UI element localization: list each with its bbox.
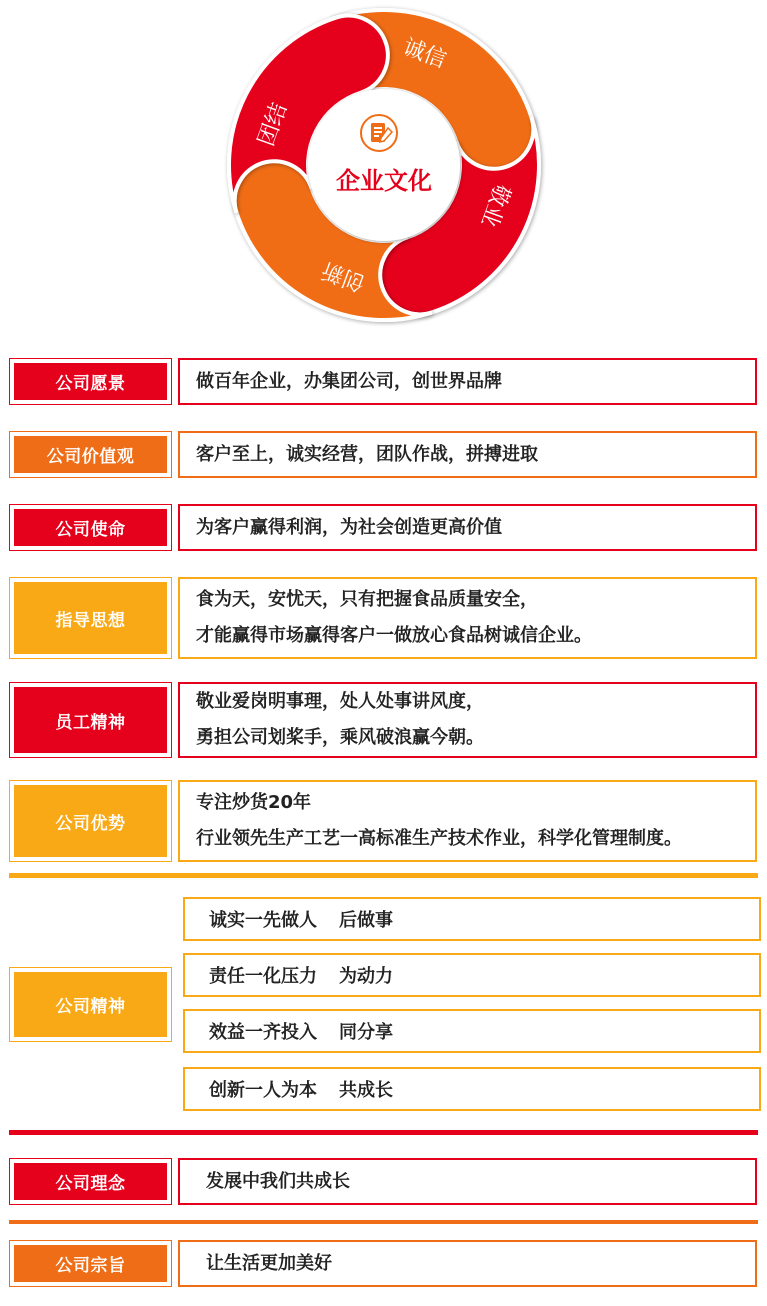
- vision-text: 做百年企业，办集团公司，创世界品牌: [196, 370, 502, 392]
- label-vision: 公司愿景: [9, 358, 172, 405]
- advantage-line-1: 专注炒货20年: [196, 792, 312, 813]
- guiding-line-1: 食为天，安忧天，只有把握食品质量安全，: [196, 589, 538, 610]
- divider-amber: [9, 873, 758, 878]
- segment-integrity-label: 诚信: [399, 34, 450, 74]
- staff-line-2: 勇担公司划桨手，乘风破浪赢今朝。: [196, 727, 484, 748]
- divider-orange: [9, 1220, 758, 1224]
- label-philosophy: 公司理念: [9, 1158, 172, 1205]
- guiding-line-2: 才能赢得市场赢得客户一做放心食品树诚信企业。: [196, 625, 592, 646]
- label-company-spirit: 公司精神: [9, 967, 172, 1042]
- content-staff-spirit: [178, 682, 757, 758]
- label-staff-spirit: 员工精神: [9, 682, 172, 758]
- content-mission: [178, 504, 757, 551]
- spirit-item: 创新一人为本 共成长: [183, 1067, 761, 1111]
- content-vision: [178, 358, 757, 405]
- label-purpose: 公司宗旨: [9, 1240, 172, 1287]
- content-purpose: [178, 1240, 757, 1287]
- label-mission: 公司使命: [9, 504, 172, 551]
- label-values: 公司价值观: [9, 431, 172, 478]
- spirit-item: 诚实一先做人 后做事: [183, 897, 761, 941]
- staff-line-1: 敬业爱岗明事理，处人处事讲风度，: [196, 691, 484, 712]
- content-advantage: [178, 780, 757, 862]
- content-guiding: [178, 577, 757, 659]
- spirit-item: 责任一化压力 为动力: [183, 953, 761, 997]
- spirit-item: 效益一齐投入 同分享: [183, 1009, 761, 1053]
- document-pen-icon: [361, 115, 397, 151]
- label-guiding: 指导思想: [9, 577, 172, 659]
- values-text: 客户至上，诚实经营，团队作战，拼搏进取: [196, 443, 538, 465]
- culture-wheel: [0, 0, 767, 330]
- label-advantage: 公司优势: [9, 780, 172, 862]
- segment-unity-label: 团结: [253, 99, 293, 150]
- philosophy-text: 发展中我们共成长: [206, 1170, 350, 1192]
- divider-red: [9, 1130, 758, 1135]
- segment-innovation-label: 创新: [318, 256, 369, 296]
- purpose-text: 让生活更加美好: [206, 1252, 332, 1274]
- wheel-center-title: 企业文化: [336, 167, 432, 195]
- advantage-line-2: 行业领先生产工艺一高标准生产技术作业，科学化管理制度。: [196, 828, 682, 849]
- segment-dedication-label: 敬业: [475, 180, 515, 231]
- content-values: [178, 431, 757, 478]
- content-philosophy: [178, 1158, 757, 1205]
- mission-text: 为客户赢得利润，为社会创造更高价值: [196, 516, 502, 538]
